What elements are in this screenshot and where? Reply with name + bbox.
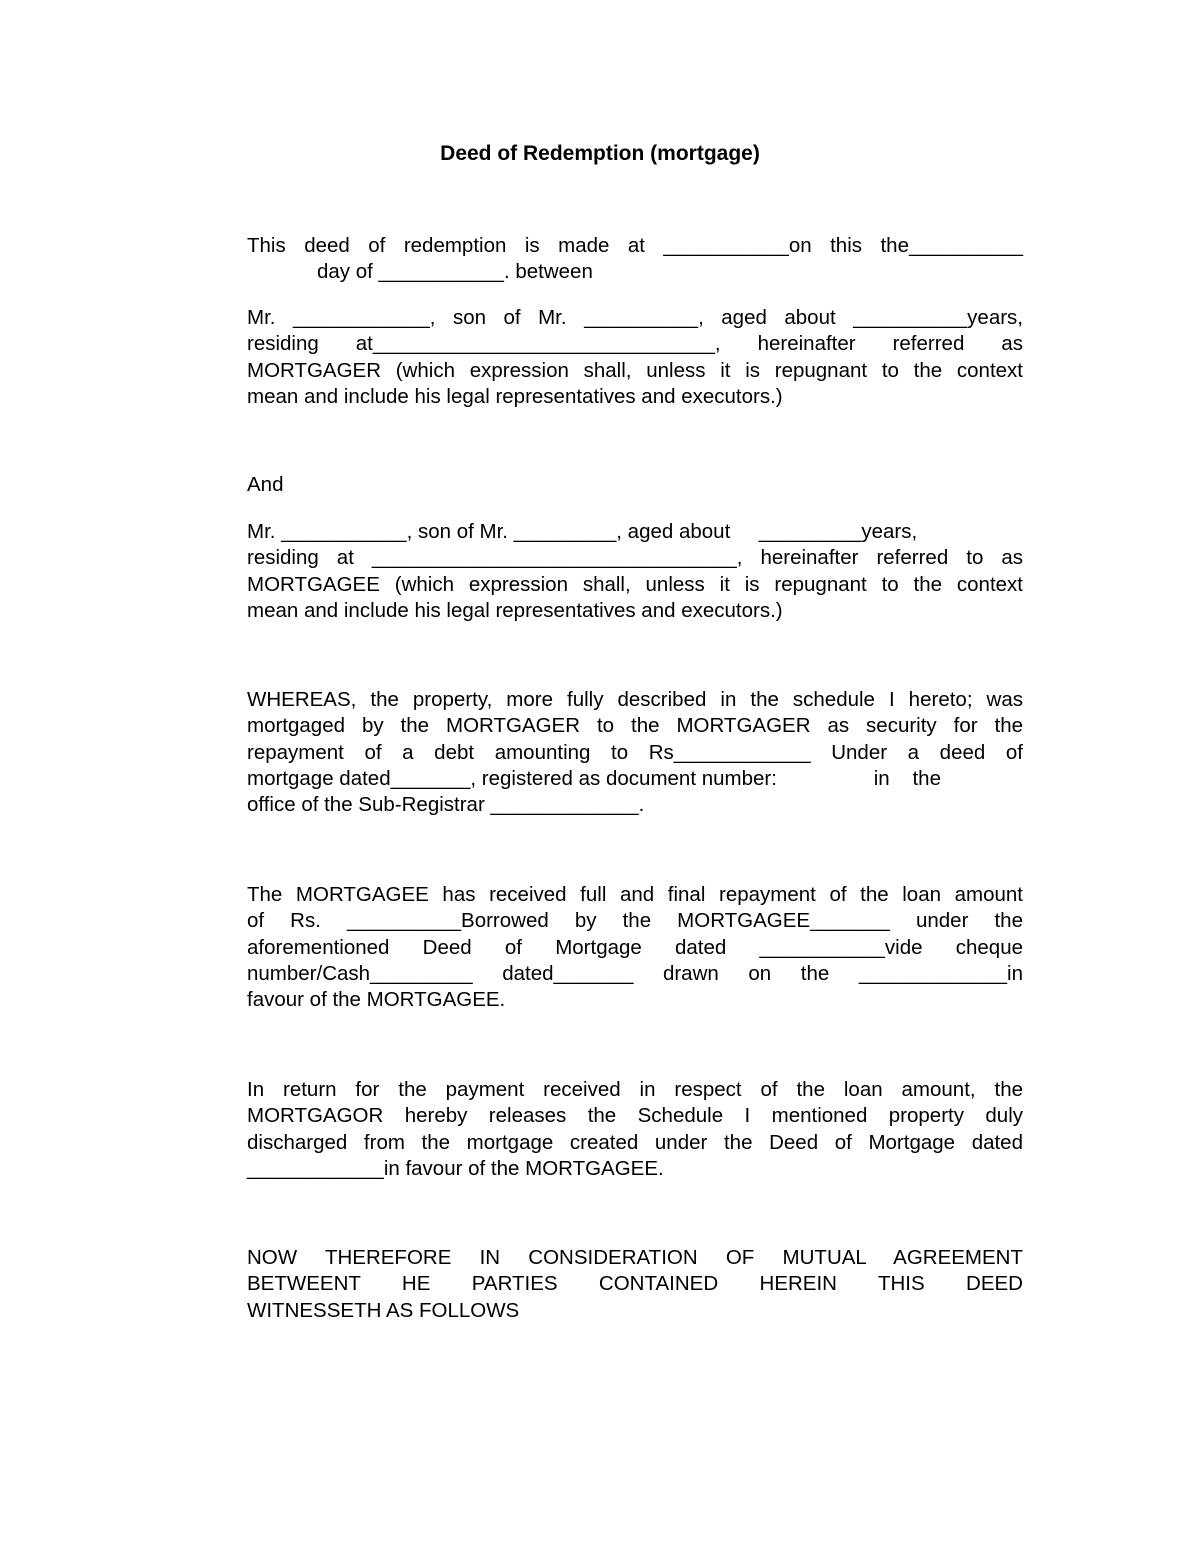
repayment-line-4: number/Cash_________ dated_______ drawn on the _____________in <box>247 961 1023 985</box>
witnesseth-paragraph <box>247 1245 1023 1324</box>
and-text: And <box>247 473 284 496</box>
whereas-line-1: WHEREAS, the property, more fully described in the schedule I hereto; was <box>247 688 1023 711</box>
intro-paragraph <box>247 233 1023 286</box>
intro-line-2: day of ___________. between <box>317 260 593 284</box>
whereas-line-3: repayment of a debt amounting to Rs____________ Under a deed of <box>247 740 1023 764</box>
mortgager-paragraph <box>247 305 1023 410</box>
witnesseth-line-3: WITNESSETH AS FOLLOWS <box>247 1298 520 1322</box>
mortgagee-line-4: mean and include his legal representatives and executors.) <box>247 598 783 622</box>
witnesseth-line-2: BETWEENT HE PARTIES CONTAINED HEREIN THIS DEED <box>247 1272 1023 1296</box>
whereas-line-4: mortgage dated_______, registered as document number: in the <box>247 766 941 790</box>
mortgager-line-1: Mr. ____________, son of Mr. __________, aged about __________years, <box>247 306 1023 329</box>
whereas-line-2: mortgaged by the MORTGAGER to the MORTGAGER as security for the <box>247 714 1023 738</box>
mortgager-line-2: residing at______________________________, hereinafter referred as <box>247 332 1023 356</box>
release-line-1: In return for the payment received in respect of the loan amount, the <box>247 1078 1023 1101</box>
mortgagee-line-1: Mr. ___________, son of Mr. _________, aged about _________years, <box>247 520 918 543</box>
mortgagee-line-3: MORTGAGEE (which expression shall, unless it is repugnant to the context <box>247 572 1023 596</box>
release-paragraph <box>247 1077 1023 1182</box>
mortgager-line-3: MORTGAGER (which expression shall, unless it is repugnant to the context <box>247 358 1023 382</box>
whereas-line-5: office of the Sub-Registrar _____________. <box>247 793 645 817</box>
mortgagee-line-2: residing at ________________________________, hereinafter referred to as <box>247 546 1023 570</box>
repayment-line-1: The MORTGAGEE has received full and final repayment of the loan amount <box>247 883 1023 906</box>
repayment-line-3: aforementioned Deed of Mortgage dated ___________vide cheque <box>247 935 1023 959</box>
whereas-paragraph <box>247 687 1023 818</box>
and-paragraph <box>247 472 1023 498</box>
document-title: Deed of Redemption (mortgage) <box>440 142 760 165</box>
repayment-line-2: of Rs. __________Borrowed by the MORTGAGEE_______ under the <box>247 909 1023 933</box>
repayment-paragraph <box>247 882 1023 1013</box>
release-line-3: discharged from the mortgage created under the Deed of Mortgage dated <box>247 1130 1023 1154</box>
mortgager-line-4: mean and include his legal representatives and executors.) <box>247 384 783 408</box>
release-line-4: ____________in favour of the MORTGAGEE. <box>247 1156 664 1180</box>
repayment-line-5: favour of the MORTGAGEE. <box>247 988 506 1012</box>
release-line-2: MORTGAGOR hereby releases the Schedule I mentioned property duly <box>247 1104 1023 1128</box>
mortgagee-paragraph <box>247 519 1023 624</box>
witnesseth-line-1: NOW THEREFORE IN CONSIDERATION OF MUTUAL AGREEMENT <box>247 1246 1023 1269</box>
intro-line-1: This deed of redemption is made at ___________on this the__________ <box>247 234 1023 257</box>
